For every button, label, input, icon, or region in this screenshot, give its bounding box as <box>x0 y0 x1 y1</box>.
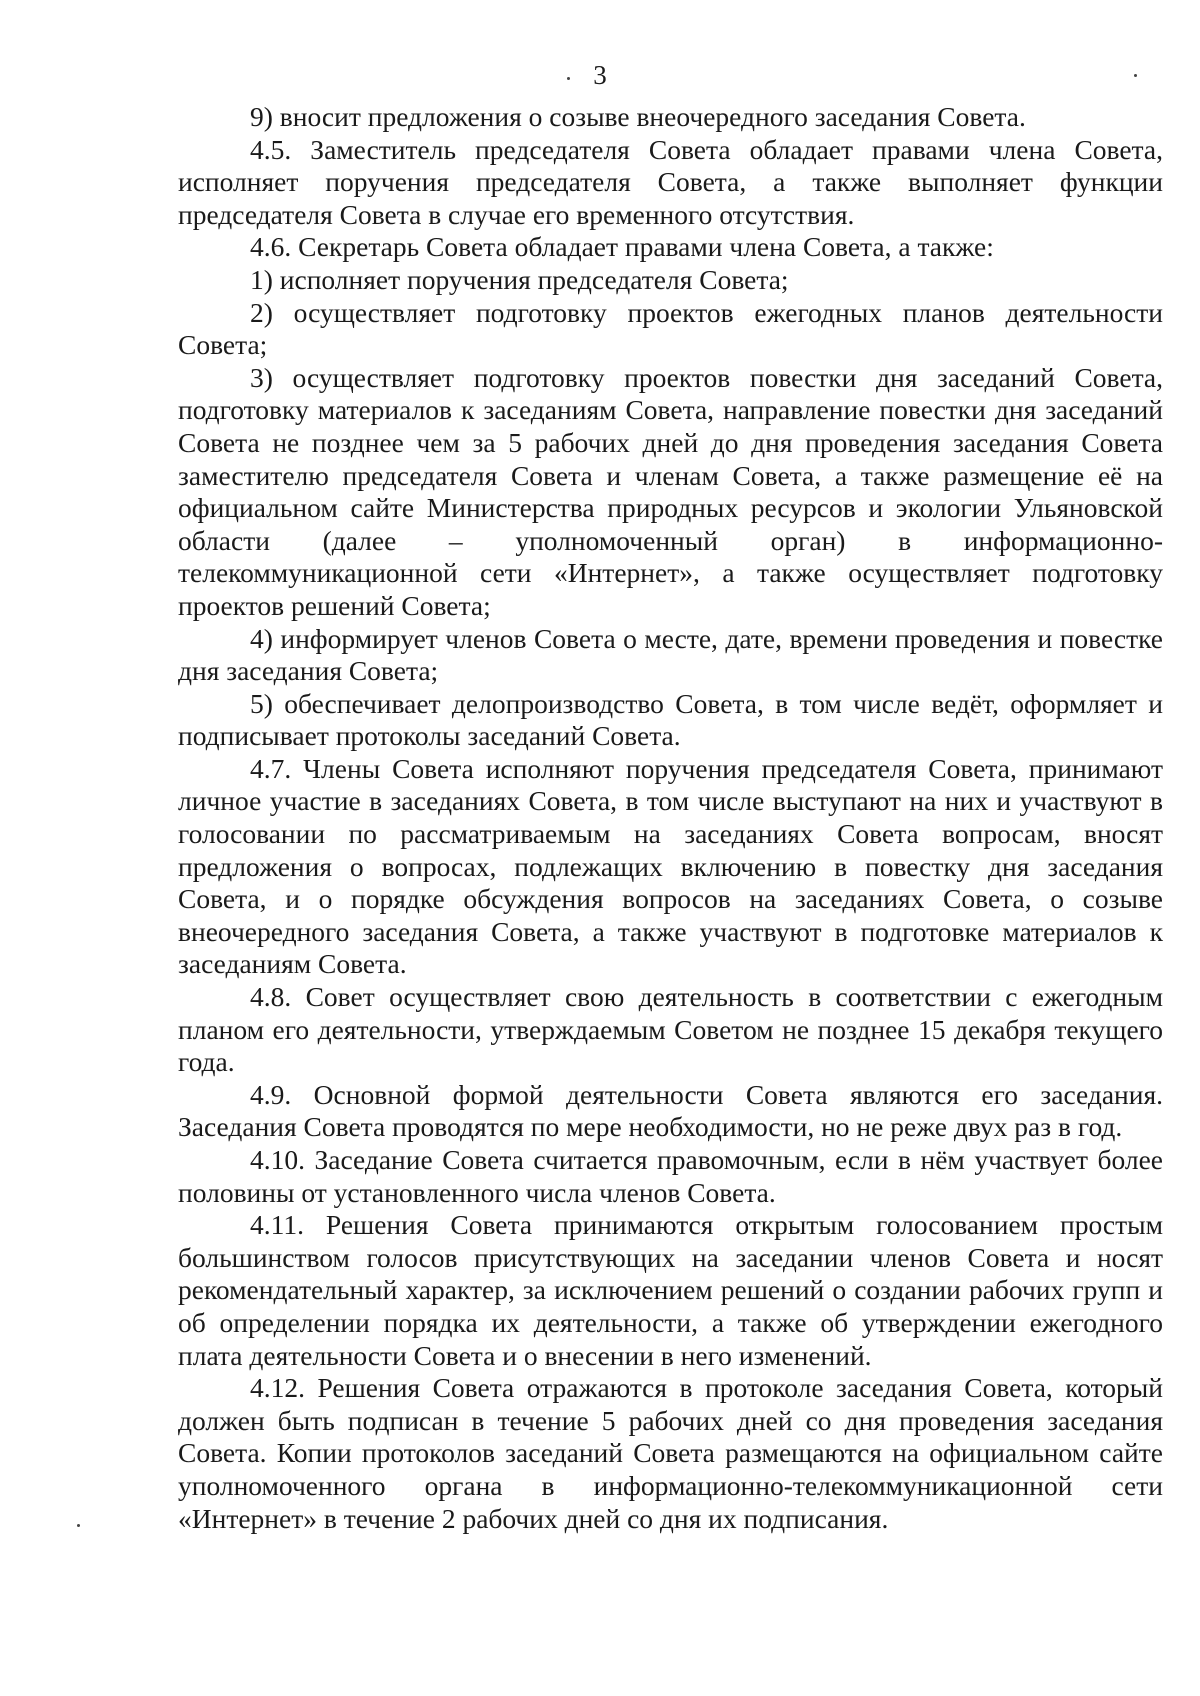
paragraph-4-12: 4.12. Решения Совета отражаются в протоколе заседания Совета, который должен быть подписан в течение 5 рабочих дней со дня проведения заседания Совета. Копии протоколов заседаний Совета размещаются на официальном сайте уполномоченного органа в информационно-телекоммуникационной сети «Интернет» в течение 2 рабочих дней со дня их подписания. <box>178 1372 1163 1534</box>
document-body <box>178 101 1163 1535</box>
paragraph-4-5: 4.5. Заместитель председателя Совета обладает правами члена Совета, исполняет поручения председателя Совета, а также выполняет функции председателя Совета в случае его временного отсутствия. <box>178 133 1163 230</box>
paragraph-4-8: 4.8. Совет осуществляет свою деятельность в соответствии с ежегодным планом его деятельности, утверждаемым Советом не позднее 15 декабря текущего года. <box>178 981 1163 1078</box>
paragraph-item-9: 9) вносит предложения о созыве внеочередного заседания Совета. <box>250 101 1026 132</box>
paragraph-item-4: 4) информирует членов Совета о месте, дате, времени проведения и повестке дня заседания Совета; <box>178 622 1163 687</box>
scan-speck <box>77 1524 80 1527</box>
paragraph-item-1: 1) исполняет поручения председателя Совета; <box>250 263 789 295</box>
page-number: 3 <box>593 60 607 90</box>
paragraph-4-10: 4.10. Заседание Совета считается правомочным, если в нём участвует более половины от установленного числа членов Совета. <box>178 1144 1163 1208</box>
scan-speck <box>1134 74 1137 77</box>
paragraph-4-7: 4.7. Члены Совета исполняют поручения председателя Совета, принимают личное участие в заседаниях Совета, в том числе выступают на них и участвуют в голосовании по рассматриваемым на заседаниях Совета вопросам, вносят предложения о вопросах, подлежащих включению в повестку дня заседания Совета, и о порядке обсуждения вопросов на заседаниях Совета, о созыве внеочередного заседания Совета, а также участвуют в подготовке материалов к заседаниям Совета. <box>178 752 1163 980</box>
scan-speck <box>567 77 570 80</box>
paragraph-4-6: 4.6. Секретарь Совета обладает правами члена Совета, а также: <box>250 231 994 263</box>
paragraph-4-9: 4.9. Основной формой деятельности Совета являются его заседания. Заседания Совета проводятся по мере необходимости, но не реже двух раз в год. <box>178 1078 1163 1143</box>
paragraph-item-3: 3) осуществляет подготовку проектов повестки дня заседаний Совета, подготовку материалов к заседаниям Совета, направление повестки дня заседаний Совета не позднее чем за 5 рабочих дней до дня проведения заседания Совета заместителю председателя Совета и членам Совета, а также размещение её на официальном сайте Министерства природных ресурсов и экологии Ульяновской области (далее – уполномоченный орган) в информационно-телекоммуникационной сети «Интернет», а также осуществляет подготовку проектов решений Совета; <box>178 361 1163 621</box>
paragraph-4-11: 4.11. Решения Совета принимаются открытым голосованием простым большинством голосов присутствующих на заседании членов Совета и носят рекомендательный характер, за исключением решений о создании рабочих групп и об определении порядка их деятельности, а также об утверждении ежегодного плата деятельности Совета и о внесении в него изменений. <box>178 1209 1163 1371</box>
paragraph-item-2: 2) осуществляет подготовку проектов ежегодных планов деятельности Совета; <box>178 296 1163 361</box>
paragraph-item-5: 5) обеспечивает делопроизводство Совета, в том числе ведёт, оформляет и подписывает протоколы заседаний Совета. <box>178 687 1163 752</box>
